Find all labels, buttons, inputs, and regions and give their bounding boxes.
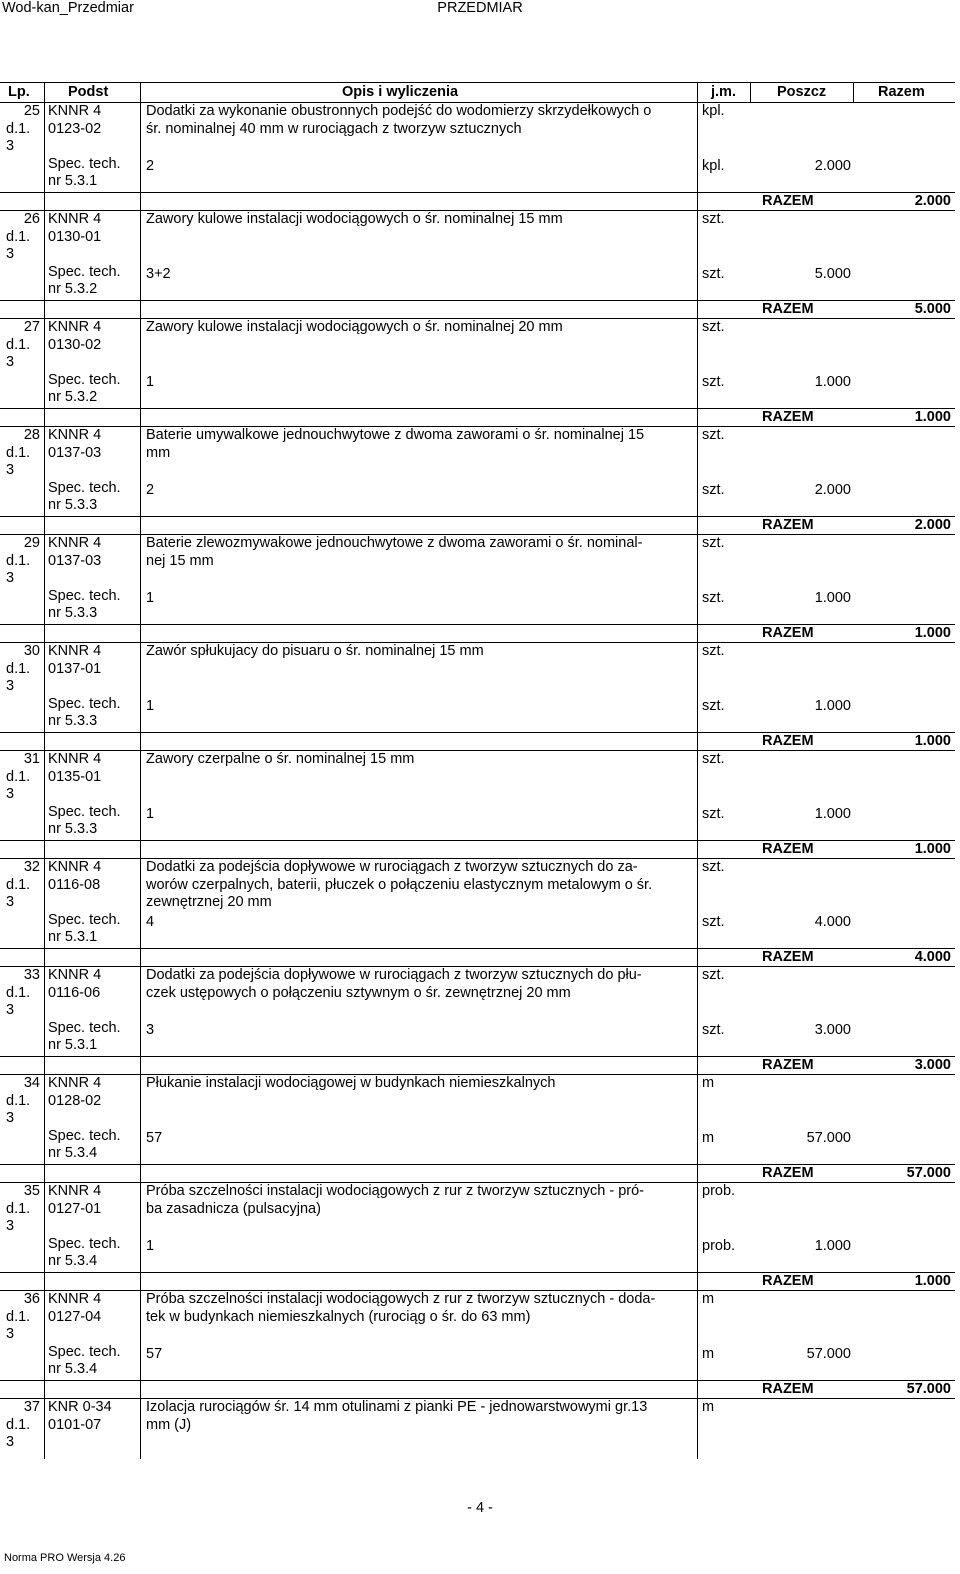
partial-quantity: 4.000: [814, 913, 851, 930]
calculation-unit: szt.: [702, 1021, 725, 1038]
basis-line: nr 5.3.4: [48, 1253, 98, 1269]
item-number: d.1.: [6, 336, 31, 353]
item-number: 3: [6, 1326, 15, 1342]
basis-line: 0137-03: [48, 444, 102, 461]
description-line: Zawór spłukujacy do pisuaru o śr. nominalnej 15 mm: [146, 643, 484, 659]
calculation-unit: prob.: [702, 1237, 736, 1254]
partial-quantity: 57.000: [806, 1345, 851, 1362]
basis-line: 0116-06: [48, 984, 101, 1001]
basis-line: 0123-02: [48, 120, 102, 137]
total-value: 57.000: [906, 1380, 951, 1397]
basis-line: KNNR 4: [48, 1291, 102, 1307]
calculation: 1: [146, 589, 155, 606]
basis-line: 0137-01: [48, 660, 102, 677]
basis-line: Spec. tech.: [48, 1235, 121, 1252]
document-type: PRZEDMIAR: [437, 0, 523, 16]
basis-line: Spec. tech.: [48, 1343, 121, 1360]
basis-line: nr 5.3.3: [48, 605, 98, 621]
calculation-unit: szt.: [702, 373, 725, 390]
basis-line: nr 5.3.4: [48, 1361, 98, 1377]
unit: kpl.: [702, 103, 725, 119]
basis-line: Spec. tech.: [48, 371, 121, 388]
col-poszcz: Poszcz: [777, 84, 827, 100]
description-line: mm (J): [146, 1416, 192, 1433]
unit: szt.: [702, 751, 725, 767]
basis-line: 0135-01: [48, 768, 102, 785]
calculation-unit: szt.: [702, 913, 725, 930]
row-separator: [0, 1272, 955, 1273]
item-number: d.1.: [6, 444, 31, 461]
partial-quantity: 1.000: [814, 373, 851, 390]
item-number: 3: [6, 894, 15, 910]
partial-quantity: 2.000: [814, 481, 851, 498]
basis-line: 0130-01: [48, 228, 102, 245]
description-line: Dodatki za podejścia dopływowe w rurociągach z tworzyw sztucznych do za-: [146, 859, 638, 875]
item-number: 35: [23, 1183, 40, 1199]
table-top-border: [0, 82, 955, 83]
row-separator: [0, 1380, 955, 1381]
row-separator: [0, 1056, 955, 1057]
item-number: 3: [6, 1002, 15, 1018]
unit: szt.: [702, 643, 725, 659]
basis-line: 0127-04: [48, 1308, 102, 1325]
unit: szt.: [702, 535, 725, 551]
item-number: 3: [6, 462, 15, 478]
description-line: Dodatki za podejścia dopływowe w rurociągach z tworzyw sztucznych do płu-: [146, 967, 642, 983]
basis-line: Spec. tech.: [48, 1127, 121, 1144]
description-line: mm: [146, 444, 171, 461]
total-value: 4.000: [914, 948, 951, 965]
description-line: nej 15 mm: [146, 552, 214, 569]
item-number: d.1.: [6, 1092, 31, 1109]
description-line: Zawory kulowe instalacji wodociągowych o śr. nominalnej 15 mm: [146, 211, 563, 227]
row-separator: [0, 300, 955, 301]
total-label: RAZEM: [762, 516, 814, 533]
item-number: 31: [23, 751, 40, 767]
item-number: 28: [23, 427, 40, 443]
description-line: Dodatki za wykonanie obustronnych podejść do wodomierzy skrzydełkowych o: [146, 103, 652, 119]
item-number: d.1.: [6, 768, 31, 785]
basis-line: nr 5.3.3: [48, 713, 98, 729]
column-divider: [140, 82, 141, 1459]
calculation-unit: m: [702, 1129, 715, 1146]
item-number: 32: [23, 859, 40, 875]
unit: m: [702, 1075, 715, 1091]
basis-line: KNNR 4: [48, 751, 102, 767]
basis-line: Spec. tech.: [48, 803, 121, 820]
unit: szt.: [702, 967, 725, 983]
basis-line: nr 5.3.1: [48, 1037, 98, 1053]
basis-line: KNNR 4: [48, 427, 102, 443]
item-number: 29: [23, 535, 40, 551]
page-header: [0, 0, 960, 16]
row-separator: [0, 732, 955, 733]
unit: szt.: [702, 319, 725, 335]
total-value: 1.000: [914, 624, 951, 641]
total-value: 2.000: [914, 192, 951, 209]
total-label: RAZEM: [762, 732, 814, 749]
col-opis: Opis i wyliczenia: [342, 84, 459, 100]
unit: szt.: [702, 859, 725, 875]
calculation: 1: [146, 1237, 155, 1254]
total-label: RAZEM: [762, 948, 814, 965]
basis-line: 0128-02: [48, 1092, 102, 1109]
item-number: d.1.: [6, 552, 31, 569]
calculation: 4: [146, 913, 155, 930]
partial-quantity: 1.000: [814, 805, 851, 822]
calculation: 1: [146, 373, 155, 390]
item-number: d.1.: [6, 984, 31, 1001]
description-line: czek ustępowych o połączeniu sztywnym o śr. zewnętrznej 20 mm: [146, 984, 571, 1001]
basis-line: KNNR 4: [48, 1075, 102, 1091]
row-separator: [0, 840, 955, 841]
total-value: 2.000: [914, 516, 951, 533]
total-label: RAZEM: [762, 300, 814, 317]
unit: m: [702, 1291, 715, 1307]
description-line: śr. nominalnej 40 mm w rurociągach z tworzyw sztucznych: [146, 120, 522, 137]
total-value: 1.000: [914, 408, 951, 425]
description-line: ba zasadnicza (pulsacyjna): [146, 1200, 321, 1217]
description-line: Płukanie instalacji wodociągowej w budynkach niemieszkalnych: [146, 1075, 556, 1091]
description-line: Zawory czerpalne o śr. nominalnej 15 mm: [146, 751, 415, 767]
total-value: 1.000: [914, 1272, 951, 1289]
unit: prob.: [702, 1183, 736, 1199]
basis-line: nr 5.3.2: [48, 389, 98, 405]
basis-line: Spec. tech.: [48, 263, 121, 280]
total-label: RAZEM: [762, 408, 814, 425]
basis-line: Spec. tech.: [48, 587, 121, 604]
partial-quantity: 1.000: [814, 1237, 851, 1254]
calculation-unit: kpl.: [702, 157, 725, 174]
col-lp: Lp.: [8, 84, 30, 100]
col-jm: j.m.: [711, 84, 736, 100]
row-separator: [0, 192, 955, 193]
calculation-unit: szt.: [702, 265, 725, 282]
basis-line: 0116-08: [48, 876, 101, 893]
col-razem: Razem: [878, 84, 925, 100]
calculation-unit: m: [702, 1345, 715, 1362]
item-number: d.1.: [6, 660, 31, 677]
basis-line: 0101-07: [48, 1416, 102, 1433]
row-separator: [0, 750, 955, 751]
basis-line: Spec. tech.: [48, 479, 121, 496]
item-number: 25: [23, 103, 40, 119]
basis-line: Spec. tech.: [48, 911, 121, 928]
item-number: 3: [6, 1110, 15, 1126]
item-number: 3: [6, 354, 15, 370]
basis-line: 0127-01: [48, 1200, 102, 1217]
partial-quantity: 2.000: [814, 157, 851, 174]
total-value: 5.000: [914, 300, 951, 317]
item-number: d.1.: [6, 1308, 31, 1325]
item-number: 3: [6, 1218, 15, 1234]
basis-line: KNNR 4: [48, 535, 102, 551]
item-number: 3: [6, 1434, 15, 1450]
column-divider: [44, 82, 45, 1459]
total-label: RAZEM: [762, 1272, 814, 1289]
col-podst: Podst: [68, 84, 109, 100]
total-value: 1.000: [914, 840, 951, 857]
basis-line: KNNR 4: [48, 643, 102, 659]
item-number: 3: [6, 138, 15, 154]
description-line: Próba szczelności instalacji wodociągowych z rur z tworzyw sztucznych - doda-: [146, 1291, 656, 1307]
partial-quantity: 5.000: [814, 265, 851, 282]
description-line: Próba szczelności instalacji wodociągowych z rur z tworzyw sztucznych - pró-: [146, 1183, 645, 1199]
basis-line: KNR 0-34: [48, 1399, 112, 1415]
description-line: Baterie zlewozmywakowe jednouchwytowe z dwoma zaworami o śr. nominal-: [146, 535, 643, 551]
total-label: RAZEM: [762, 1380, 814, 1397]
basis-line: nr 5.3.2: [48, 281, 98, 297]
total-value: 3.000: [914, 1056, 951, 1073]
description-line: worów czerpalnych, baterii, płuczek o połączeniu elastycznym metalowym o śr.: [146, 876, 653, 893]
row-separator: [0, 624, 955, 625]
column-divider: [750, 82, 751, 102]
total-value: 1.000: [914, 732, 951, 749]
item-number: d.1.: [6, 1416, 31, 1433]
description-line: Zawory kulowe instalacji wodociągowych o śr. nominalnej 20 mm: [146, 319, 563, 335]
basis-line: KNNR 4: [48, 211, 102, 227]
row-separator: [0, 516, 955, 517]
unit: szt.: [702, 427, 725, 443]
basis-line: KNNR 4: [48, 859, 102, 875]
basis-line: Spec. tech.: [48, 1019, 121, 1036]
partial-quantity: 1.000: [814, 589, 851, 606]
item-number: 30: [23, 643, 40, 659]
total-label: RAZEM: [762, 624, 814, 641]
total-label: RAZEM: [762, 1164, 814, 1181]
description-line: zewnętrznej 20 mm: [146, 894, 272, 910]
calculation: 1: [146, 697, 155, 714]
software-version: Norma PRO Wersja 4.26: [4, 1552, 126, 1564]
basis-line: KNNR 4: [48, 1183, 102, 1199]
item-number: d.1.: [6, 876, 31, 893]
item-number: d.1.: [6, 228, 31, 245]
item-number: 3: [6, 246, 15, 262]
basis-line: nr 5.3.4: [48, 1145, 98, 1161]
item-number: 36: [23, 1291, 40, 1307]
basis-line: Spec. tech.: [48, 155, 121, 172]
basis-line: nr 5.3.3: [48, 497, 98, 513]
row-separator: [0, 948, 955, 949]
basis-line: nr 5.3.3: [48, 821, 98, 837]
basis-line: 0130-02: [48, 336, 102, 353]
calculation: 57: [146, 1129, 163, 1146]
basis-line: nr 5.3.1: [48, 173, 98, 189]
description-line: Baterie umywalkowe jednouchwytowe z dwoma zaworami o śr. nominalnej 15: [146, 427, 645, 443]
document-name: Wod-kan_Przedmiar: [2, 0, 134, 16]
row-separator: [0, 1164, 955, 1165]
column-divider: [697, 82, 698, 1459]
calculation: 2: [146, 157, 155, 174]
total-label: RAZEM: [762, 840, 814, 857]
page-number: - 4 -: [467, 1500, 493, 1516]
item-number: 33: [23, 967, 40, 983]
item-number: d.1.: [6, 1200, 31, 1217]
basis-line: KNNR 4: [48, 103, 102, 119]
item-number: 37: [23, 1399, 40, 1415]
calculation: 3: [146, 1021, 155, 1038]
basis-line: 0137-03: [48, 552, 102, 569]
total-label: RAZEM: [762, 192, 814, 209]
item-number: 3: [6, 786, 15, 802]
description-line: tek w budynkach niemieszkalnych (rurociąg o śr. do 63 mm): [146, 1308, 531, 1325]
basis-line: KNNR 4: [48, 967, 102, 983]
calculation-unit: szt.: [702, 589, 725, 606]
item-number: 3: [6, 678, 15, 694]
partial-quantity: 57.000: [806, 1129, 851, 1146]
unit: szt.: [702, 211, 725, 227]
unit: m: [702, 1399, 715, 1415]
column-divider: [853, 82, 854, 102]
partial-quantity: 3.000: [814, 1021, 851, 1038]
basis-line: nr 5.3.1: [48, 929, 98, 945]
item-number: 27: [23, 319, 40, 335]
calculation-unit: szt.: [702, 805, 725, 822]
total-value: 57.000: [906, 1164, 951, 1181]
calculation: 57: [146, 1345, 163, 1362]
calculation-unit: szt.: [702, 481, 725, 498]
description-line: Izolacja rurociągów śr. 14 mm otulinami z pianki PE - jednowarstwowymi gr.13: [146, 1399, 648, 1415]
partial-quantity: 1.000: [814, 697, 851, 714]
calculation: 1: [146, 805, 155, 822]
calculation: 3+2: [146, 265, 171, 282]
basis-line: Spec. tech.: [48, 695, 121, 712]
total-label: RAZEM: [762, 1056, 814, 1073]
calculation-unit: szt.: [702, 697, 725, 714]
row-separator: [0, 408, 955, 409]
item-number: d.1.: [6, 120, 31, 137]
item-number: 34: [23, 1075, 40, 1091]
item-number: 26: [23, 211, 40, 227]
calculation: 2: [146, 481, 155, 498]
basis-line: KNNR 4: [48, 319, 102, 335]
item-number: 3: [6, 570, 15, 586]
